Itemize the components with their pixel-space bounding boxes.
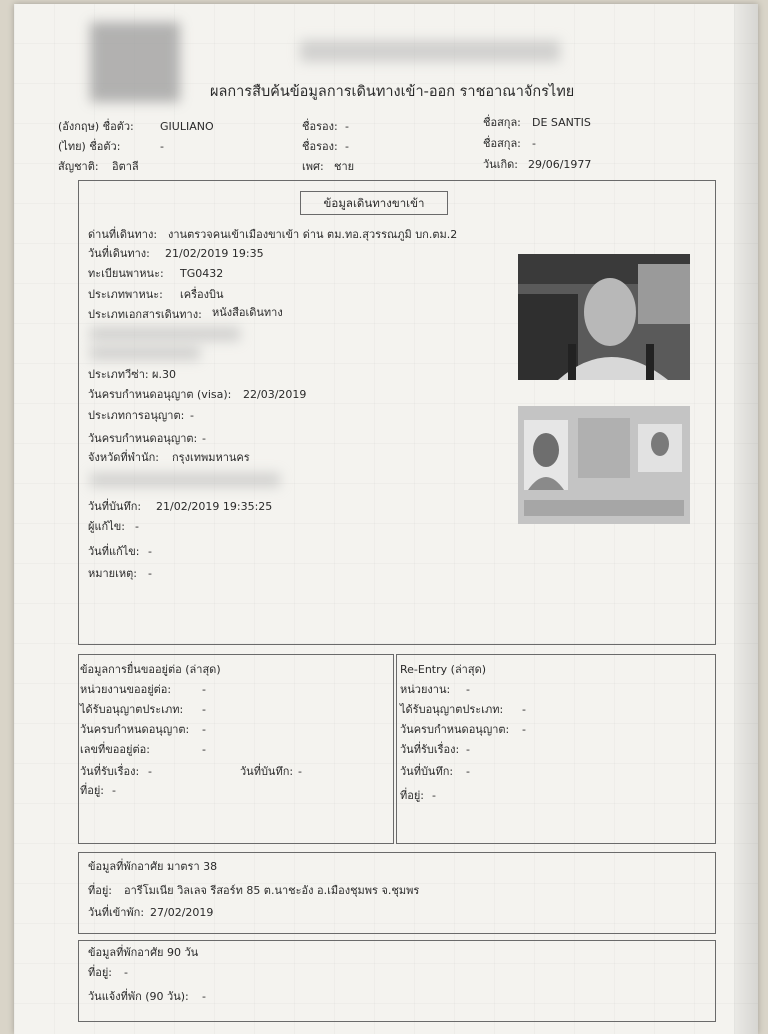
sex-label: เพศ: [302, 160, 324, 173]
th-last-name-value: - [532, 137, 536, 150]
permit-type-value: - [190, 409, 194, 422]
reentry-record-label: วันที่บันทึก: [400, 765, 454, 778]
extension-permit-type-value: - [202, 703, 206, 716]
permit-type-label: ประเภทการอนุญาต: [88, 409, 185, 422]
permit-expiry-label: วันครบกำหนดอนุญาต: [88, 432, 198, 445]
th-last-name-label: ชื่อสกุล: [483, 137, 521, 150]
residence38-title: ข้อมูลที่พักอาศัย มาตรา 38 [88, 860, 218, 873]
checkpoint-label: ด่านที่เดินทาง: [88, 228, 158, 241]
reentry-address-value: - [432, 789, 436, 802]
arrival-photo [518, 254, 690, 380]
th-first-name-label: (ไทย) ชื่อตัว: [58, 140, 121, 153]
travel-date-label: วันที่เดินทาง: [88, 247, 150, 260]
dob-label: วันเกิด: [483, 158, 518, 171]
reentry-agency-value: - [466, 683, 470, 696]
residence38-address-value: อารีโมเนีย วิลเลจ รีสอร์ท 85 ต.นาชะอัง อ.เมืองชุมพร จ.ชุมพร [124, 884, 420, 897]
redacted-passport-no [90, 327, 240, 341]
en-first-name-label: (อังกฤษ) ชื่อตัว: [58, 120, 134, 133]
vehicle-reg-label: ทะเบียนพาหนะ: [88, 267, 164, 280]
en-first-name-value: GIULIANO [160, 120, 214, 133]
page-fold-shadow [734, 4, 758, 1034]
extension-number-label: เลขที่ขออยู่ต่อ: [80, 743, 150, 756]
residence38-checkin-label: วันที่เข้าพัก: [88, 906, 145, 919]
extension-address-value: - [112, 784, 116, 797]
residence38-address-label: ที่อยู่: [88, 884, 113, 897]
en-last-name-value: DE SANTIS [532, 116, 591, 129]
record-date-label: วันที่บันทึก: [88, 500, 142, 513]
extension-expiry-label: วันครบกำหนดอนุญาต: [80, 723, 190, 736]
extension-number-value: - [202, 743, 206, 756]
residence90-notify-value: - [202, 990, 206, 1003]
extension-agency-label: หน่วยงานขออยู่ต่อ: [80, 683, 172, 696]
doc-type-value: หนังสือเดินทาง [212, 306, 283, 319]
redacted-logo [90, 22, 180, 102]
editor-label: ผู้แก้ไข: [88, 520, 125, 533]
residence90-address-value: - [124, 966, 128, 979]
province-value: กรุงเทพมหานคร [172, 451, 250, 464]
arrival-section-title: ข้อมูลเดินทางขาเข้า [300, 191, 448, 215]
reentry-permit-type-value: - [522, 703, 526, 716]
redacted-residence [90, 473, 280, 487]
doc-type-label: ประเภทเอกสารเดินทาง: [88, 308, 202, 321]
permit-expiry-value: - [202, 432, 206, 445]
residence90-notify-label: วันแจ้งที่พัก (90 วัน): [88, 990, 189, 1003]
extension-title: ข้อมูลการยื่นขออยู่ต่อ (ล่าสุด) [80, 663, 221, 676]
visa-type-label: ประเภทวีซ่า: [88, 368, 149, 381]
extension-received-label: วันที่รับเรื่อง: [80, 765, 140, 778]
th-middle-name-label: ชื่อรอง: [302, 140, 338, 153]
extension-expiry-value: - [202, 723, 206, 736]
extension-agency-value: - [202, 683, 206, 696]
redacted-passport-date [90, 346, 200, 360]
reentry-agency-label: หน่วยงาน: [400, 683, 451, 696]
vehicle-reg-value: TG0432 [180, 267, 224, 280]
visa-expiry-value: 22/03/2019 [243, 388, 307, 401]
en-last-name-label: ชื่อสกุล: [483, 116, 521, 129]
residence90-title: ข้อมูลที่พักอาศัย 90 วัน [88, 946, 199, 959]
reentry-received-value: - [466, 743, 470, 756]
vehicle-type-label: ประเภทพาหนะ: [88, 288, 163, 301]
record-date-value: 21/02/2019 19:35:25 [156, 500, 273, 513]
travel-date-value: 21/02/2019 19:35 [165, 247, 264, 260]
document-title: ผลการสืบค้นข้อมูลการเดินทางเข้า-ออก ราชอาณาจักรไทย [210, 84, 575, 100]
extension-received-value: - [148, 765, 152, 778]
province-label: จังหวัดที่พำนัก: [88, 451, 159, 464]
reentry-permit-type-label: ได้รับอนุญาตประเภท: [400, 703, 504, 716]
sex-value: ชาย [334, 160, 355, 173]
remark-value: - [148, 567, 152, 580]
reentry-received-label: วันที่รับเรื่อง: [400, 743, 460, 756]
residence90-address-label: ที่อยู่: [88, 966, 113, 979]
remark-label: หมายเหตุ: [88, 567, 137, 580]
extension-permit-type-label: ได้รับอนุญาตประเภท: [80, 703, 184, 716]
reentry-title: Re-Entry (ล่าสุด) [400, 663, 487, 676]
nationality-value: อิตาลี [112, 160, 139, 173]
redacted-header-text [300, 40, 560, 62]
residence38-checkin-value: 27/02/2019 [150, 906, 214, 919]
visa-expiry-label: วันครบกำหนดอนุญาต (visa): [88, 388, 232, 401]
reentry-expiry-value: - [522, 723, 526, 736]
dob-value: 29/06/1977 [528, 158, 592, 171]
nationality-label: สัญชาติ: [58, 160, 99, 173]
th-middle-name-value: - [345, 140, 349, 153]
reentry-address-label: ที่อยู่: [400, 789, 425, 802]
edit-date-value: - [148, 545, 152, 558]
en-middle-name-label: ชื่อรอง: [302, 120, 338, 133]
en-middle-name-value: - [345, 120, 349, 133]
extension-record-value: - [298, 765, 302, 778]
visa-type-value: ผ.30 [152, 368, 176, 381]
extension-address-label: ที่อยู่: [80, 784, 105, 797]
edit-date-label: วันที่แก้ไข: [88, 545, 140, 558]
checkpoint-value: งานตรวจคนเข้าเมืองขาเข้า ด่าน ตม.ทอ.สุวรรณภูมิ บก.ตม.2 [168, 228, 458, 241]
extension-record-label: วันที่บันทึก: [240, 765, 294, 778]
reentry-expiry-label: วันครบกำหนดอนุญาต: [400, 723, 510, 736]
vehicle-type-value: เครื่องบิน [180, 288, 224, 301]
passport-photo [518, 406, 690, 524]
reentry-record-value: - [466, 765, 470, 778]
th-first-name-value: - [160, 140, 164, 153]
editor-value: - [135, 520, 139, 533]
